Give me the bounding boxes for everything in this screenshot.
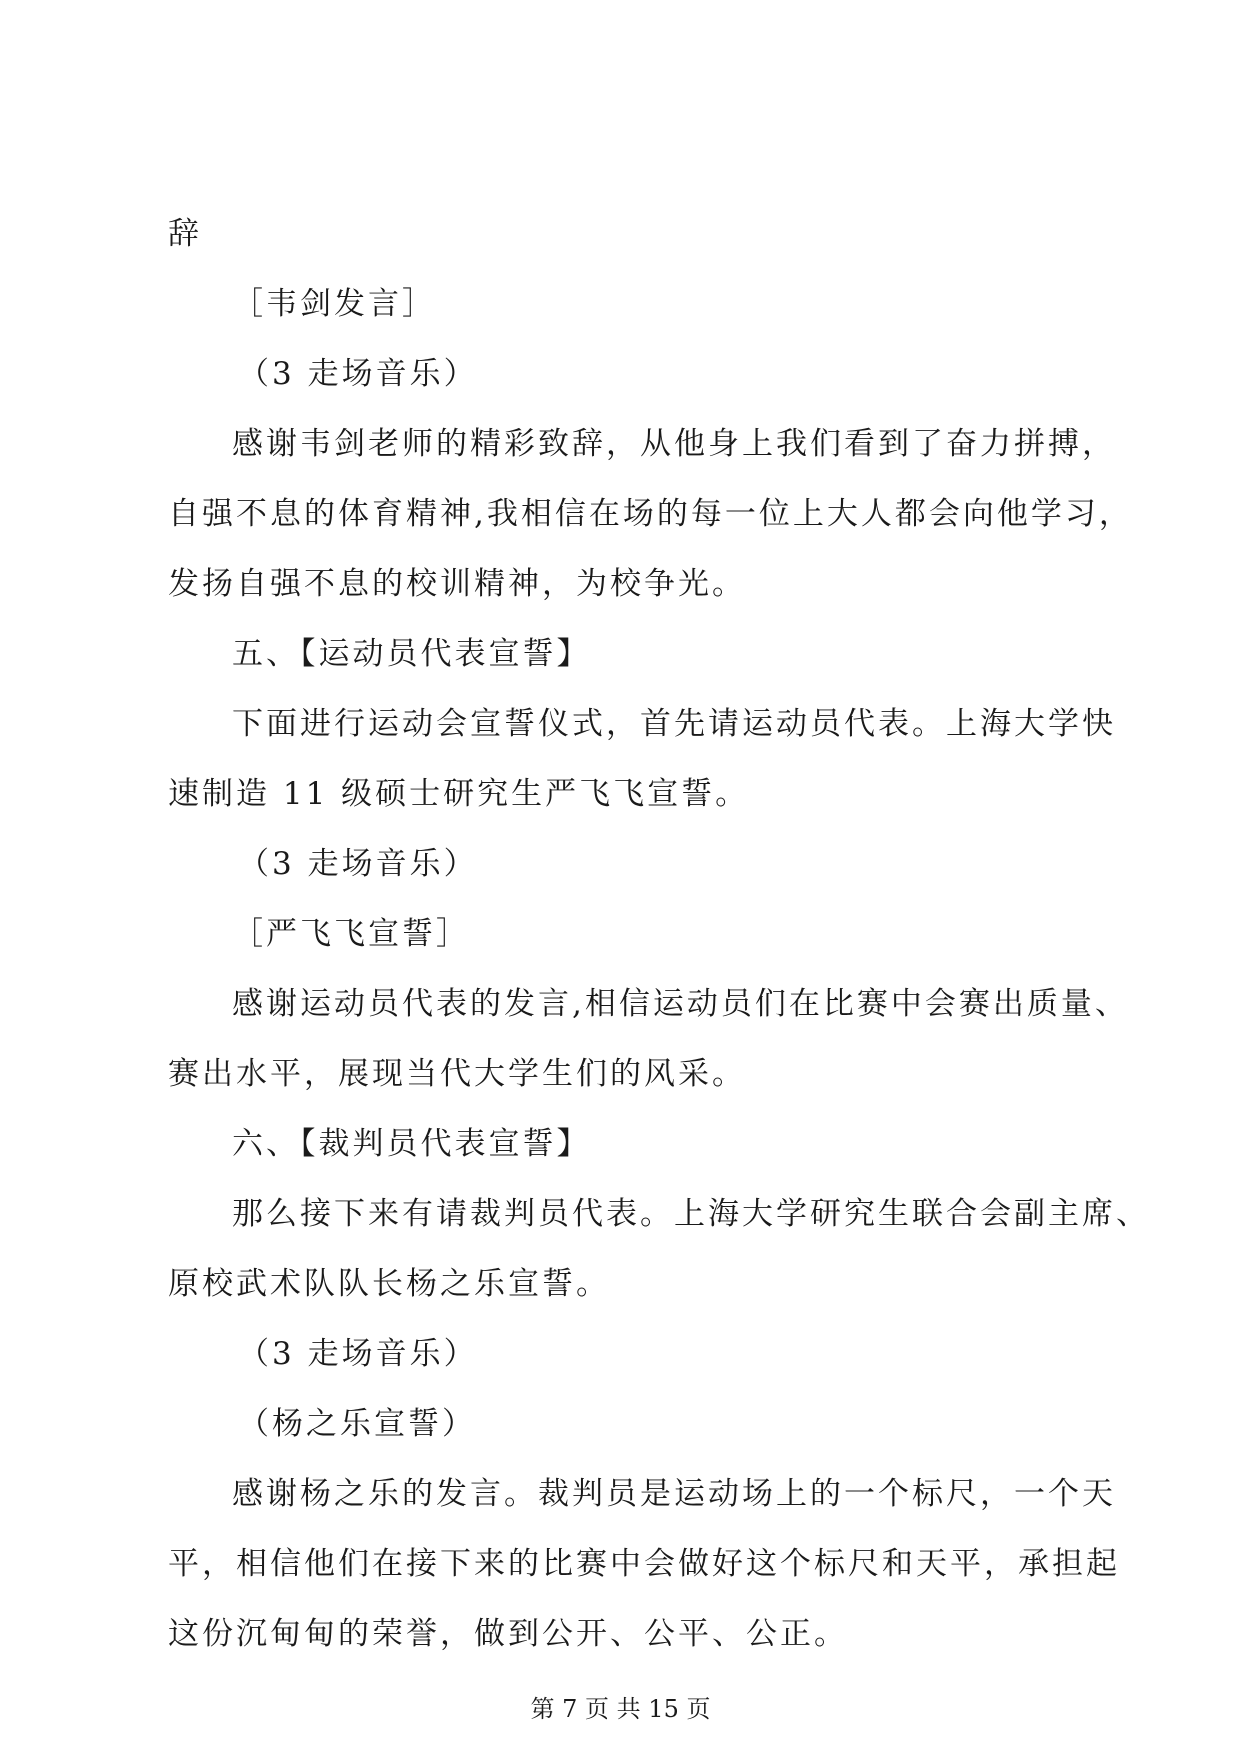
music-cue: （3 走场音乐） (238, 356, 478, 392)
paragraph-line: 原校武术队队长杨之乐宣誓。 (168, 1266, 610, 1302)
paragraph-line: 感谢运动员代表的发言,相信运动员们在比赛中会赛出质量、 (232, 986, 1129, 1022)
text-line: 辞 (168, 216, 202, 252)
music-cue: （3 走场音乐） (238, 1336, 478, 1372)
paragraph-line: 平，相信他们在接下来的比赛中会做好这个标尺和天平，承担起 (168, 1546, 1120, 1582)
paragraph-line: 感谢韦剑老师的精彩致辞，从他身上我们看到了奋力拼搏， (232, 426, 1116, 462)
paragraph-line: 赛出水平，展现当代大学生们的风采。 (168, 1056, 746, 1092)
speaker-note: （杨之乐宣誓） (238, 1406, 476, 1442)
paragraph-line: 感谢杨之乐的发言。裁判员是运动场上的一个标尺，一个天 (232, 1476, 1116, 1512)
paragraph-line: 速制造 11 级硕士研究生严飞飞宣誓。 (168, 776, 750, 812)
page-number-footer: 第 7 页 共 15 页 (530, 1695, 711, 1723)
music-cue: （3 走场音乐） (238, 846, 478, 882)
paragraph-line: 发扬自强不息的校训精神，为校争光。 (168, 566, 746, 602)
section-heading: 六、【裁判员代表宣誓】 (232, 1126, 591, 1162)
paragraph-line: 那么接下来有请裁判员代表。上海大学研究生联合会副主席、 (232, 1196, 1150, 1232)
speaker-note: ［严飞飞宣誓］ (232, 916, 470, 952)
section-heading: 五、【运动员代表宣誓】 (232, 636, 591, 672)
paragraph-line: 自强不息的体育精神,我相信在场的每一位上大人都会向他学习， (168, 496, 1133, 532)
paragraph-line: 这份沉甸甸的荣誉，做到公开、公平、公正。 (168, 1616, 848, 1652)
paragraph-line: 下面进行运动会宣誓仪式，首先请运动员代表。上海大学快 (232, 706, 1116, 742)
speaker-note: ［韦剑发言］ (232, 286, 436, 322)
